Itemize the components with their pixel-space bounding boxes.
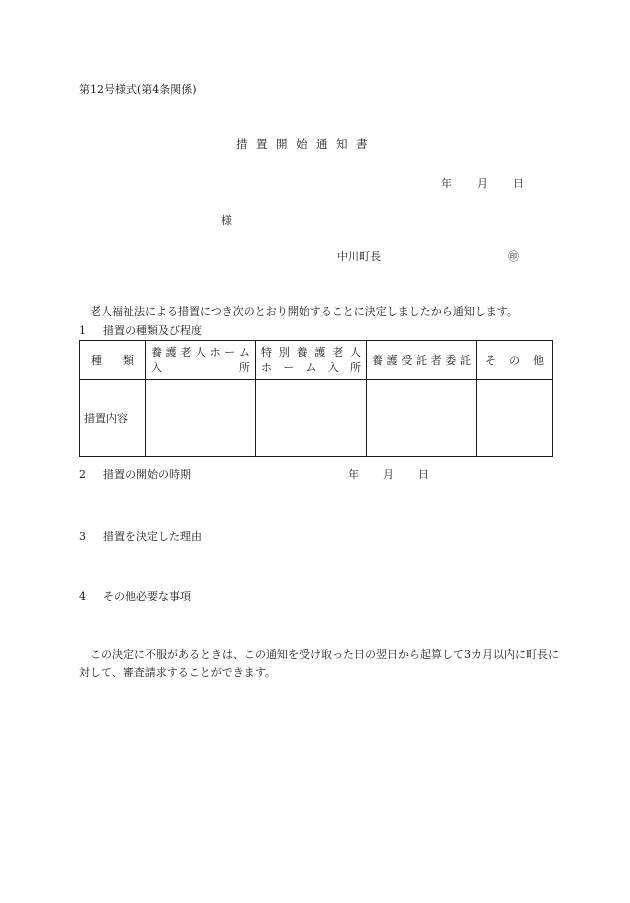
content-cell-foster-care[interactable] <box>367 380 477 457</box>
row-label-cell <box>80 380 146 457</box>
content-cell-other[interactable] <box>477 380 553 457</box>
section-1-label: 措置の種類及び程度 <box>103 324 202 337</box>
special-nursing-home-line1-char-4: 老 <box>332 346 344 359</box>
special-nursing-home-line2-char-3: 入 <box>327 361 339 374</box>
nursing-home-line2-char-1: 所 <box>239 361 250 374</box>
section-4-number: 4 <box>79 590 86 603</box>
special-nursing-home-line2-char-0: ホ <box>261 361 272 374</box>
nursing-home-line1-char-0: 養 <box>151 346 162 359</box>
foster-care-char-5: 委 <box>445 354 457 367</box>
header-other <box>477 341 553 380</box>
corner-cell <box>80 341 146 380</box>
special-nursing-home-line1-char-2: 養 <box>296 346 308 359</box>
nursing-home-line1-char-4: ホ <box>209 346 221 359</box>
corner-char-b: 類 <box>123 354 134 367</box>
section-4-heading <box>79 588 191 604</box>
section-2-number: 2 <box>79 468 86 481</box>
row-label: 措置内容 <box>84 412 128 425</box>
nursing-home-line2-char-0: 入 <box>151 361 162 374</box>
special-nursing-home-line1-char-3: 護 <box>314 346 326 359</box>
special-nursing-home-line2-char-2: ム <box>305 361 317 374</box>
other-char-1: の <box>509 354 520 367</box>
content-cell-special-nursing-home[interactable] <box>256 380 367 457</box>
foster-care-char-2: 受 <box>401 354 413 367</box>
appeal-notice: この決定に不服があるときは、この通知を受け取った日の翌日から起算して3カ月以内に町長に対して、審査請求することができます。 <box>79 648 559 679</box>
section-3-number: 3 <box>79 530 86 543</box>
issue-date <box>441 175 524 191</box>
issue-date-year: 年 <box>441 177 452 190</box>
start-date-year: 年 <box>348 468 359 481</box>
foster-care-char-0: 養 <box>372 354 383 367</box>
other-char-0: そ <box>485 354 496 367</box>
foster-care-char-1: 護 <box>386 354 398 367</box>
start-date-day: 日 <box>418 468 429 481</box>
intro-text: 老人福祉法による措置につき次のとおり開始することに決定しましたから通知します。 <box>90 305 518 318</box>
measure-type-table <box>79 340 553 457</box>
section-3-heading <box>79 528 202 544</box>
section-4-label: その他必要な事項 <box>103 590 191 603</box>
nursing-home-line1-char-3: 人 <box>194 346 206 359</box>
nursing-home-line1-char-6: ム <box>238 346 250 359</box>
special-nursing-home-line1-char-0: 特 <box>261 346 272 359</box>
issue-date-day: 日 <box>513 177 524 190</box>
other-char-2: 他 <box>533 354 544 367</box>
nursing-home-line1-char-5: ー <box>224 346 236 359</box>
start-date <box>348 466 429 482</box>
section-3-label: 措置を決定した理由 <box>103 530 202 543</box>
header-foster-care <box>367 341 477 380</box>
issue-date-month: 月 <box>477 177 488 190</box>
addressee-suffix: 様 <box>221 214 232 227</box>
document-title: 措置開始通知書 <box>236 137 376 151</box>
section-2-label: 措置の開始の時期 <box>103 468 191 481</box>
foster-care-char-6: 託 <box>459 354 471 367</box>
special-nursing-home-line1-char-1: 別 <box>278 346 290 359</box>
special-nursing-home-line2-char-4: 所 <box>350 361 361 374</box>
foster-care-char-4: 者 <box>430 354 442 367</box>
table-header-row <box>80 341 553 380</box>
content-cell-nursing-home[interactable] <box>146 380 256 457</box>
nursing-home-line1-char-2: 老 <box>180 346 192 359</box>
nursing-home-line1-char-1: 護 <box>165 346 177 359</box>
foster-care-char-3: 託 <box>415 354 427 367</box>
section-2-heading <box>79 466 191 482</box>
section-1-heading <box>79 322 202 338</box>
seal-mark: ㊞ <box>508 250 519 263</box>
start-date-month: 月 <box>383 468 394 481</box>
table-content-row <box>80 380 553 457</box>
issuer-name: 中川町長 <box>337 250 381 263</box>
section-1-number: 1 <box>79 324 86 337</box>
corner-char-a: 種 <box>91 354 102 367</box>
form-number: 第12号様式(第4条関係) <box>79 83 197 96</box>
special-nursing-home-line1-char-5: 人 <box>349 346 361 359</box>
header-nursing-home <box>146 341 256 380</box>
header-special-nursing-home <box>256 341 367 380</box>
special-nursing-home-line2-char-1: ー <box>283 361 295 374</box>
